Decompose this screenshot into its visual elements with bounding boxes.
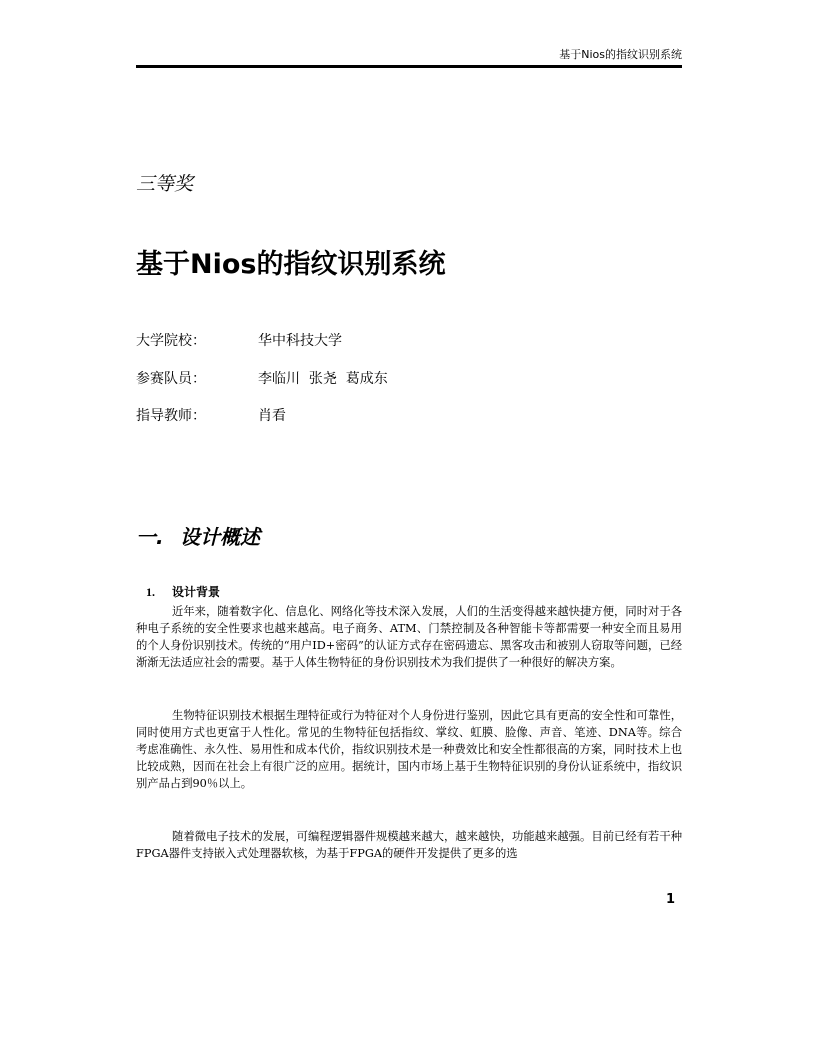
subsection-heading: [146, 584, 220, 600]
page-header: [136, 48, 682, 68]
running-title: 基于Nios的指纹识别系统: [559, 48, 682, 61]
team-row: [136, 369, 388, 389]
subsection-title: 设计背景: [172, 585, 221, 599]
body-paragraph: 随着微电子技术的发展，可编程逻辑器件规模越来越大，越来越快，功能越来越强。目前已经有若干种FPGA器件支持嵌入式处理器软核，为基于FPGA的硬件开发提供了更多的选: [136, 830, 682, 860]
advisor-label: 指导教师：: [136, 408, 206, 424]
section-number: 一.: [136, 525, 164, 549]
section-heading: [136, 524, 260, 550]
school-label: 大学院校：: [136, 333, 206, 349]
header-rule: [136, 65, 682, 68]
advisor-value: 肖看: [258, 408, 286, 424]
team-value: 李临川 张尧 葛成东: [258, 371, 388, 387]
page-number: 1: [666, 892, 676, 907]
team-label: 参赛队员：: [136, 371, 206, 387]
award-label: 三等奖: [136, 173, 194, 195]
document-title: 基于Nios的指纹识别系统: [136, 249, 446, 280]
subsection-number: 1.: [146, 585, 155, 599]
body-paragraph: 近年来，随着数字化、信息化、网络化等技术深入发展，人们的生活变得越来越快捷方便，同时对于各种电子系统的安全性要求也越来越高。电子商务、ATM、门禁控制及各种智能卡等都需要一种安全而且易用的个人身份识别技术。传统的“用户ID+密码”的认证方式存在密码遗忘、黑客攻击和被别人窃取等问题，已经渐渐无法适应社会的需要。基于人体生物特征的身份识别技术为我们提供了一种很好的解决方案。: [136, 605, 682, 669]
school-row: [136, 331, 342, 351]
section-title: 设计概述: [180, 525, 260, 549]
advisor-row: [136, 406, 286, 426]
body-paragraph: 生物特征识别技术根据生理特征或行为特征对个人身份进行鉴别，因此它具有更高的安全性和可靠性，同时使用方式也更富于人性化。常见的生物特征包括指纹、掌纹、虹膜、脸像、声音、笔迹、DNA等。综合考虑准确性、永久性、易用性和成本代价，指纹识别技术是一种费效比和安全性都很高的方案，同时技术上也比较成熟，因而在社会上有很广泛的应用。据统计，国内市场上基于生物特征识别的身份认证系统中，指纹识别产品占到90％以上。: [136, 709, 682, 790]
school-value: 华中科技大学: [258, 333, 342, 349]
